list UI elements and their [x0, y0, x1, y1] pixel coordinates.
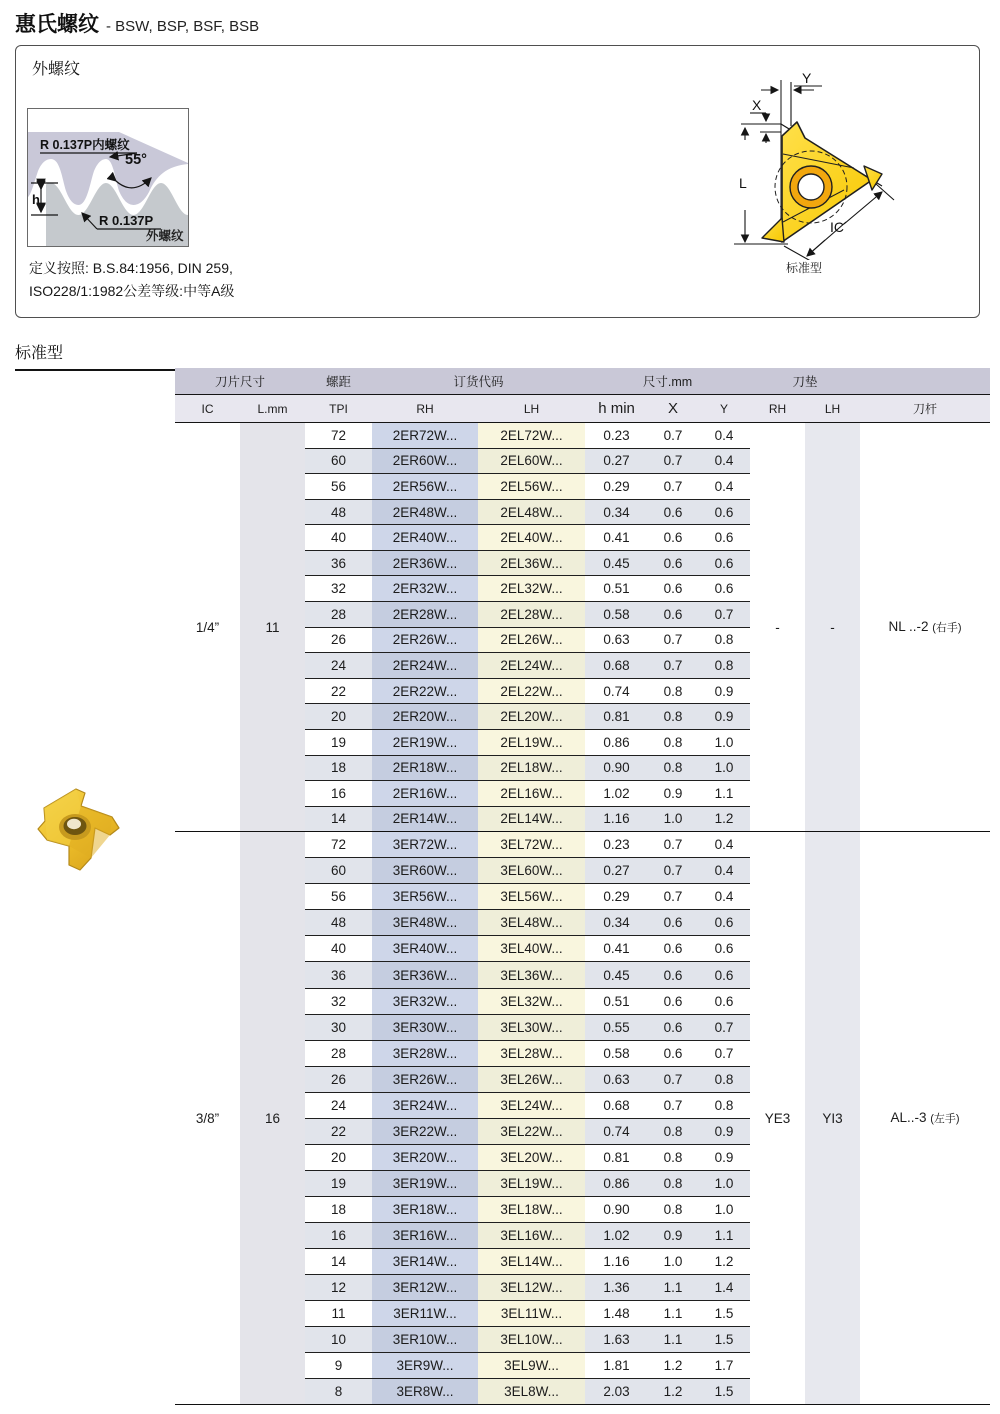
- y-cell: 1.1: [698, 1222, 750, 1248]
- section-title: 标准型: [15, 340, 990, 371]
- table-group-header-row: [175, 368, 990, 395]
- col-ic-header: IC: [175, 395, 240, 423]
- order-code-lh-cell: 2EL19W...: [478, 729, 585, 755]
- tpi-cell: 22: [305, 678, 372, 704]
- col-lmm-header: L.mm: [240, 395, 305, 423]
- order-code-rh-cell: 2ER32W...: [372, 576, 478, 602]
- tpi-cell: 60: [305, 448, 372, 474]
- tpi-cell: 9: [305, 1353, 372, 1379]
- page-subtitle: - BSW, BSP, BSF, BSB: [106, 18, 260, 35]
- ic-size-cell: 3/8”: [175, 832, 240, 1405]
- order-code-lh-cell: 3EL18W...: [478, 1196, 585, 1222]
- x-cell: 1.0: [648, 1249, 698, 1275]
- y-cell: 0.7: [698, 1040, 750, 1066]
- h-min-cell: 0.81: [585, 704, 648, 730]
- toolholder-hand-note: (右手): [932, 622, 962, 635]
- tpi-cell: 10: [305, 1327, 372, 1353]
- x-cell: 0.9: [648, 1222, 698, 1248]
- thread-profile-diagram: [27, 108, 189, 247]
- order-code-rh-cell: 2ER48W...: [372, 499, 478, 525]
- order-code-lh-cell: 2EL16W...: [478, 781, 585, 807]
- y-cell: 0.6: [698, 910, 750, 936]
- order-code-rh-cell: 2ER20W...: [372, 704, 478, 730]
- y-cell: 0.6: [698, 525, 750, 551]
- ic-dim-label: IC: [830, 219, 844, 235]
- h-min-cell: 0.63: [585, 627, 648, 653]
- h-min-cell: 0.86: [585, 1170, 648, 1196]
- h-min-cell: 0.74: [585, 678, 648, 704]
- y-cell: 1.5: [698, 1327, 750, 1353]
- x-cell: 0.9: [648, 781, 698, 807]
- order-code-rh-cell: 3ER28W...: [372, 1040, 478, 1066]
- x-cell: 0.8: [648, 1196, 698, 1222]
- h-min-cell: 0.45: [585, 550, 648, 576]
- x-cell: 0.7: [648, 423, 698, 449]
- x-cell: 0.6: [648, 936, 698, 962]
- y-cell: 0.6: [698, 936, 750, 962]
- order-code-lh-cell: 3EL40W...: [478, 936, 585, 962]
- order-code-rh-cell: 2ER14W...: [372, 806, 478, 832]
- x-cell: 1.1: [648, 1301, 698, 1327]
- tpi-cell: 19: [305, 1170, 372, 1196]
- x-cell: 0.6: [648, 525, 698, 551]
- x-cell: 0.7: [648, 1092, 698, 1118]
- length-cell: 11: [240, 423, 305, 832]
- tpi-cell: 56: [305, 884, 372, 910]
- x-cell: 0.7: [648, 884, 698, 910]
- order-code-rh-cell: 3ER8W...: [372, 1379, 478, 1405]
- y-cell: 0.8: [698, 1066, 750, 1092]
- definition-line-1: 定义按照: B.S.84:1956, DIN 259,: [29, 260, 233, 276]
- definition-line-2: ISO228/1:1982公差等级:中等A级: [29, 282, 235, 299]
- x-cell: 0.7: [648, 653, 698, 679]
- order-code-lh-cell: 2EL40W...: [478, 525, 585, 551]
- tpi-cell: 40: [305, 936, 372, 962]
- x-cell: 0.6: [648, 576, 698, 602]
- order-code-lh-cell: 2EL48W...: [478, 499, 585, 525]
- x-cell: 1.1: [648, 1327, 698, 1353]
- tpi-cell: 40: [305, 525, 372, 551]
- tpi-cell: 56: [305, 474, 372, 500]
- y-cell: 0.9: [698, 678, 750, 704]
- order-code-rh-cell: 3ER20W...: [372, 1144, 478, 1170]
- order-code-rh-cell: 2ER72W...: [372, 423, 478, 449]
- col-h-min-header: h min: [585, 395, 648, 423]
- order-code-lh-cell: 2EL28W...: [478, 602, 585, 628]
- tpi-cell: 20: [305, 704, 372, 730]
- h-min-cell: 1.63: [585, 1327, 648, 1353]
- x-cell: 0.6: [648, 602, 698, 628]
- order-code-lh-cell: 3EL28W...: [478, 1040, 585, 1066]
- definition-text: [29, 257, 234, 302]
- h-min-cell: 0.81: [585, 1144, 648, 1170]
- order-code-rh-cell: 2ER40W...: [372, 525, 478, 551]
- tpi-cell: 19: [305, 729, 372, 755]
- order-code-lh-cell: 2EL18W...: [478, 755, 585, 781]
- y-cell: 1.0: [698, 1170, 750, 1196]
- col-tpi-header: TPI: [305, 395, 372, 423]
- h-min-cell: 0.34: [585, 499, 648, 525]
- external-thread-box: [15, 45, 980, 318]
- order-code-rh-cell: 3ER40W...: [372, 936, 478, 962]
- x-cell: 0.8: [648, 729, 698, 755]
- toolholder-cell: [860, 832, 990, 1405]
- y-cell: 1.0: [698, 1196, 750, 1222]
- tpi-cell: 16: [305, 1222, 372, 1248]
- order-code-lh-cell: 3EL16W...: [478, 1222, 585, 1248]
- x-cell: 0.6: [648, 1014, 698, 1040]
- tpi-cell: 72: [305, 832, 372, 858]
- tpi-cell: 18: [305, 1196, 372, 1222]
- col-order-lh-header: LH: [478, 395, 585, 423]
- tpi-cell: 32: [305, 988, 372, 1014]
- y-cell: 0.6: [698, 988, 750, 1014]
- y-cell: 0.9: [698, 704, 750, 730]
- h-min-cell: 1.02: [585, 1222, 648, 1248]
- order-code-rh-cell: 3ER60W...: [372, 858, 478, 884]
- order-code-lh-cell: 3EL24W...: [478, 1092, 585, 1118]
- col-shim-lh-header: LH: [805, 395, 860, 423]
- tpi-cell: 24: [305, 1092, 372, 1118]
- h-min-cell: 0.58: [585, 1040, 648, 1066]
- y-cell: 0.7: [698, 602, 750, 628]
- y-cell: 1.5: [698, 1301, 750, 1327]
- table-row: [175, 832, 990, 858]
- order-code-rh-cell: 3ER30W...: [372, 1014, 478, 1040]
- order-code-lh-cell: 3EL60W...: [478, 858, 585, 884]
- tpi-cell: 36: [305, 962, 372, 988]
- group-header-cell: [860, 368, 990, 395]
- order-code-lh-cell: 3EL30W...: [478, 1014, 585, 1040]
- insert-photo: [28, 782, 136, 897]
- h-min-cell: 0.51: [585, 576, 648, 602]
- length-cell: 16: [240, 832, 305, 1405]
- order-code-rh-cell: 3ER12W...: [372, 1275, 478, 1301]
- order-code-lh-cell: 2EL56W...: [478, 474, 585, 500]
- x-cell: 0.6: [648, 962, 698, 988]
- h-min-cell: 0.63: [585, 1066, 648, 1092]
- y-cell: 0.4: [698, 832, 750, 858]
- order-code-lh-cell: 3EL48W...: [478, 910, 585, 936]
- h-min-cell: 1.36: [585, 1275, 648, 1301]
- order-code-rh-cell: 3ER11W...: [372, 1301, 478, 1327]
- table-row: [175, 423, 990, 449]
- h-min-cell: 0.90: [585, 1196, 648, 1222]
- ic-size-cell: 1/4”: [175, 423, 240, 832]
- x-cell: 0.7: [648, 832, 698, 858]
- h-min-cell: 0.27: [585, 858, 648, 884]
- x-cell: 0.6: [648, 910, 698, 936]
- order-code-lh-cell: 2EL14W...: [478, 806, 585, 832]
- insert-dimension-diagram: [704, 70, 904, 260]
- col-toolholder-header: 刀杆: [860, 395, 990, 423]
- col-shim-rh-header: RH: [750, 395, 805, 423]
- order-code-lh-cell: 2EL72W...: [478, 423, 585, 449]
- order-code-rh-cell: 2ER56W...: [372, 474, 478, 500]
- x-dim-label: X: [752, 97, 762, 113]
- table-sub-header-row: [175, 395, 990, 423]
- shim-lh-cell: -: [805, 423, 860, 832]
- order-code-rh-cell: 2ER18W...: [372, 755, 478, 781]
- h-min-cell: 0.23: [585, 423, 648, 449]
- order-code-rh-cell: 2ER19W...: [372, 729, 478, 755]
- tpi-cell: 20: [305, 1144, 372, 1170]
- h-min-cell: 0.55: [585, 1014, 648, 1040]
- y-cell: 0.6: [698, 576, 750, 602]
- tpi-cell: 8: [305, 1379, 372, 1405]
- order-code-rh-cell: 2ER22W...: [372, 678, 478, 704]
- x-cell: 1.1: [648, 1275, 698, 1301]
- order-code-rh-cell: 3ER14W...: [372, 1249, 478, 1275]
- order-code-lh-cell: 3EL72W...: [478, 832, 585, 858]
- h-min-cell: 0.29: [585, 884, 648, 910]
- x-cell: 0.8: [648, 1144, 698, 1170]
- tpi-cell: 36: [305, 550, 372, 576]
- h-min-cell: 0.23: [585, 832, 648, 858]
- tpi-cell: 24: [305, 653, 372, 679]
- toolholder-hand-note: (左手): [930, 1113, 960, 1126]
- y-cell: 1.0: [698, 755, 750, 781]
- order-code-lh-cell: 3EL36W...: [478, 962, 585, 988]
- order-code-rh-cell: 3ER72W...: [372, 832, 478, 858]
- toolholder-code: NL ..-2: [888, 619, 933, 635]
- h-min-cell: 0.45: [585, 962, 648, 988]
- tpi-cell: 22: [305, 1118, 372, 1144]
- y-cell: 1.1: [698, 781, 750, 807]
- y-cell: 0.4: [698, 448, 750, 474]
- toolholder-code: AL..-3: [890, 1110, 931, 1126]
- shim-rh-cell: -: [750, 423, 805, 832]
- shim-rh-cell: YE3: [750, 832, 805, 1405]
- external-radius-label: R 0.137P: [99, 213, 154, 228]
- order-code-rh-cell: 2ER60W...: [372, 448, 478, 474]
- h-min-cell: 0.41: [585, 525, 648, 551]
- order-code-lh-cell: 3EL14W...: [478, 1249, 585, 1275]
- h-min-cell: 0.68: [585, 1092, 648, 1118]
- x-cell: 0.6: [648, 1040, 698, 1066]
- order-code-rh-cell: 3ER48W...: [372, 910, 478, 936]
- group-header-cell: 螺距: [305, 368, 372, 395]
- order-code-rh-cell: 3ER32W...: [372, 988, 478, 1014]
- y-cell: 0.9: [698, 1144, 750, 1170]
- x-cell: 0.7: [648, 474, 698, 500]
- y-cell: 0.6: [698, 962, 750, 988]
- x-cell: 1.2: [648, 1353, 698, 1379]
- tpi-cell: 14: [305, 1249, 372, 1275]
- tpi-cell: 28: [305, 602, 372, 628]
- y-cell: 0.4: [698, 858, 750, 884]
- external-thread-label: 外螺纹: [146, 229, 184, 243]
- order-code-rh-cell: 3ER24W...: [372, 1092, 478, 1118]
- tpi-cell: 11: [305, 1301, 372, 1327]
- y-cell: 1.2: [698, 1249, 750, 1275]
- angle-label: 55°: [125, 152, 147, 168]
- order-code-rh-cell: 3ER19W...: [372, 1170, 478, 1196]
- box-heading: 外螺纹: [32, 61, 81, 78]
- h-min-cell: 0.29: [585, 474, 648, 500]
- order-code-lh-cell: 2EL60W...: [478, 448, 585, 474]
- tpi-cell: 26: [305, 1066, 372, 1092]
- x-cell: 0.7: [648, 627, 698, 653]
- h-min-cell: 0.74: [585, 1118, 648, 1144]
- tpi-cell: 30: [305, 1014, 372, 1040]
- order-code-lh-cell: 3EL9W...: [478, 1353, 585, 1379]
- h-min-cell: 1.81: [585, 1353, 648, 1379]
- tpi-cell: 48: [305, 499, 372, 525]
- h-min-cell: 0.27: [585, 448, 648, 474]
- order-code-rh-cell: 3ER10W...: [372, 1327, 478, 1353]
- h-label: h: [32, 192, 40, 207]
- x-cell: 1.0: [648, 806, 698, 832]
- h-min-cell: 0.86: [585, 729, 648, 755]
- h-min-cell: 0.90: [585, 755, 648, 781]
- order-code-lh-cell: 3EL8W...: [478, 1379, 585, 1405]
- order-code-lh-cell: 2EL36W...: [478, 550, 585, 576]
- x-cell: 0.6: [648, 499, 698, 525]
- tpi-cell: 32: [305, 576, 372, 602]
- order-code-lh-cell: 2EL20W...: [478, 704, 585, 730]
- y-cell: 0.8: [698, 1092, 750, 1118]
- order-code-rh-cell: 3ER56W...: [372, 884, 478, 910]
- order-code-lh-cell: 3EL26W...: [478, 1066, 585, 1092]
- y-cell: 1.2: [698, 806, 750, 832]
- order-code-lh-cell: 2EL26W...: [478, 627, 585, 653]
- y-cell: 1.7: [698, 1353, 750, 1379]
- order-code-lh-cell: 3EL19W...: [478, 1170, 585, 1196]
- y-dim-label: Y: [802, 70, 812, 86]
- h-min-cell: 0.51: [585, 988, 648, 1014]
- x-cell: 0.8: [648, 1170, 698, 1196]
- y-cell: 0.4: [698, 474, 750, 500]
- tpi-cell: 28: [305, 1040, 372, 1066]
- y-cell: 1.5: [698, 1379, 750, 1405]
- order-code-lh-cell: 3EL56W...: [478, 884, 585, 910]
- h-min-cell: 1.02: [585, 781, 648, 807]
- y-cell: 0.4: [698, 423, 750, 449]
- y-cell: 0.7: [698, 1014, 750, 1040]
- y-cell: 0.9: [698, 1118, 750, 1144]
- col-order-rh-header: RH: [372, 395, 478, 423]
- order-code-lh-cell: 3EL11W...: [478, 1301, 585, 1327]
- order-code-lh-cell: 3EL32W...: [478, 988, 585, 1014]
- order-code-rh-cell: 2ER36W...: [372, 550, 478, 576]
- h-min-cell: 1.16: [585, 1249, 648, 1275]
- tpi-cell: 18: [305, 755, 372, 781]
- group-header-cell: 订货代码: [372, 368, 585, 395]
- y-cell: 0.6: [698, 499, 750, 525]
- insert-caption: 标准型: [785, 261, 822, 275]
- y-cell: 0.6: [698, 550, 750, 576]
- order-code-rh-cell: 3ER9W...: [372, 1353, 478, 1379]
- h-min-cell: 0.41: [585, 936, 648, 962]
- x-cell: 0.8: [648, 704, 698, 730]
- h-min-cell: 2.03: [585, 1379, 648, 1405]
- group-header-cell: 刀垫: [750, 368, 860, 395]
- tpi-cell: 12: [305, 1275, 372, 1301]
- order-code-lh-cell: 3EL22W...: [478, 1118, 585, 1144]
- internal-radius-label: R 0.137P内螺纹: [40, 138, 130, 152]
- order-code-rh-cell: 2ER16W...: [372, 781, 478, 807]
- order-code-lh-cell: 3EL12W...: [478, 1275, 585, 1301]
- order-code-rh-cell: 3ER26W...: [372, 1066, 478, 1092]
- x-cell: 1.2: [648, 1379, 698, 1405]
- order-code-rh-cell: 3ER22W...: [372, 1118, 478, 1144]
- order-code-rh-cell: 3ER16W...: [372, 1222, 478, 1248]
- page-header: [15, 8, 259, 38]
- h-min-cell: 0.58: [585, 602, 648, 628]
- order-code-lh-cell: 2EL22W...: [478, 678, 585, 704]
- col-x-header: X: [648, 395, 698, 423]
- order-code-rh-cell: 2ER28W...: [372, 602, 478, 628]
- y-cell: 1.4: [698, 1275, 750, 1301]
- l-dim-label: L: [739, 175, 747, 191]
- y-cell: 1.0: [698, 729, 750, 755]
- toolholder-cell: [860, 423, 990, 832]
- tpi-cell: 48: [305, 910, 372, 936]
- shim-lh-cell: YI3: [805, 832, 860, 1405]
- order-code-lh-cell: 3EL10W...: [478, 1327, 585, 1353]
- y-cell: 0.8: [698, 627, 750, 653]
- order-code-rh-cell: 2ER26W...: [372, 627, 478, 653]
- x-cell: 0.7: [648, 448, 698, 474]
- tpi-cell: 16: [305, 781, 372, 807]
- order-code-rh-cell: 3ER36W...: [372, 962, 478, 988]
- group-header-cell: 刀片尺寸: [175, 368, 305, 395]
- h-min-cell: 1.16: [585, 806, 648, 832]
- page-title: 惠氏螺纹: [15, 13, 99, 36]
- tpi-cell: 14: [305, 806, 372, 832]
- tpi-cell: 72: [305, 423, 372, 449]
- order-code-rh-cell: 3ER18W...: [372, 1196, 478, 1222]
- x-cell: 0.8: [648, 755, 698, 781]
- order-code-lh-cell: 2EL32W...: [478, 576, 585, 602]
- tpi-cell: 26: [305, 627, 372, 653]
- x-cell: 0.7: [648, 858, 698, 884]
- order-code-lh-cell: 2EL24W...: [478, 653, 585, 679]
- x-cell: 0.8: [648, 678, 698, 704]
- order-code-rh-cell: 2ER24W...: [372, 653, 478, 679]
- h-min-cell: 1.48: [585, 1301, 648, 1327]
- x-cell: 0.6: [648, 988, 698, 1014]
- y-cell: 0.8: [698, 653, 750, 679]
- y-cell: 0.4: [698, 884, 750, 910]
- h-min-cell: 0.34: [585, 910, 648, 936]
- spec-table: [175, 368, 990, 1405]
- order-code-lh-cell: 3EL20W...: [478, 1144, 585, 1170]
- h-min-cell: 0.68: [585, 653, 648, 679]
- col-y-header: Y: [698, 395, 750, 423]
- x-cell: 0.6: [648, 550, 698, 576]
- group-header-cell: 尺寸.mm: [585, 368, 750, 395]
- x-cell: 0.8: [648, 1118, 698, 1144]
- tpi-cell: 60: [305, 858, 372, 884]
- x-cell: 0.7: [648, 1066, 698, 1092]
